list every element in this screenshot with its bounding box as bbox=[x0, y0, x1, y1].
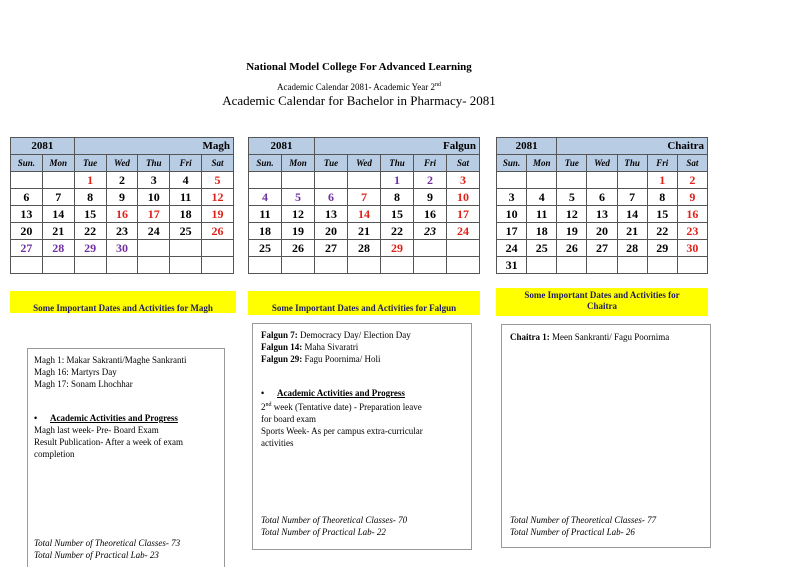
calendar-date: 4 bbox=[527, 189, 557, 206]
calendar-date: 31 bbox=[497, 257, 527, 274]
calendar-date bbox=[249, 172, 282, 189]
calendar-date bbox=[106, 257, 138, 274]
calendar-date: 28 bbox=[42, 240, 74, 257]
calendar-date: 26 bbox=[202, 223, 234, 240]
calendar-date bbox=[447, 257, 480, 274]
falgun-activity-3: activities bbox=[261, 438, 294, 448]
calendar-date: 13 bbox=[315, 206, 348, 223]
calendar-date bbox=[557, 257, 587, 274]
calendar-date bbox=[527, 257, 557, 274]
calendar-date: 20 bbox=[315, 223, 348, 240]
calendar-date: 14 bbox=[348, 206, 381, 223]
calendar-date: 19 bbox=[282, 223, 315, 240]
calendar-date: 16 bbox=[106, 206, 138, 223]
day-name: Thu bbox=[138, 155, 170, 172]
calendar-date: 29 bbox=[647, 240, 677, 257]
day-name: Tue bbox=[74, 155, 106, 172]
calendar-date: 11 bbox=[170, 189, 202, 206]
falgun-activities-heading: • Academic Activities and Progress bbox=[261, 387, 471, 399]
chaitra-practical-total: Total Number of Practical Lab- 26 bbox=[510, 527, 635, 537]
falgun-activity-week: 2nd week (Tentative date) - Preparation leave bbox=[261, 402, 422, 412]
day-name: Sat bbox=[202, 155, 234, 172]
magh-practical-total: Total Number of Practical Lab- 23 bbox=[34, 550, 159, 560]
calendar-date bbox=[282, 257, 315, 274]
calendar-date: 14 bbox=[617, 206, 647, 223]
day-name: Sun. bbox=[497, 155, 527, 172]
calendar-date: 13 bbox=[11, 206, 43, 223]
day-name: Sun. bbox=[249, 155, 282, 172]
calendar-date: 5 bbox=[282, 189, 315, 206]
chaitra-heading: Some Important Dates and Activities for Chaitra bbox=[496, 288, 708, 316]
calendar-date: 2 bbox=[677, 172, 707, 189]
calendar-date: 16 bbox=[677, 206, 707, 223]
calendar-date: 22 bbox=[74, 223, 106, 240]
calendar-date: 24 bbox=[447, 223, 480, 240]
calendar-date: 9 bbox=[106, 189, 138, 206]
calendar-date bbox=[617, 257, 647, 274]
calendar-date: 10 bbox=[497, 206, 527, 223]
calendar-date: 28 bbox=[617, 240, 647, 257]
day-name: Sat bbox=[447, 155, 480, 172]
calendar-year: 2081 bbox=[497, 138, 557, 155]
magh-activity-3: completion bbox=[34, 449, 75, 459]
magh-theory-total: Total Number of Theoretical Classes- 73 bbox=[34, 538, 181, 548]
calendar-date bbox=[447, 240, 480, 257]
calendar-date: 30 bbox=[677, 240, 707, 257]
calendar-date bbox=[677, 257, 707, 274]
calendar-date: 19 bbox=[202, 206, 234, 223]
calendar-date: 7 bbox=[617, 189, 647, 206]
calendar-month: Falgun bbox=[315, 138, 480, 155]
calendar-date: 8 bbox=[74, 189, 106, 206]
falgun-practical-total: Total Number of Practical Lab- 22 bbox=[261, 527, 386, 537]
calendar-date bbox=[414, 240, 447, 257]
calendar-date: 9 bbox=[414, 189, 447, 206]
calendar-date bbox=[282, 172, 315, 189]
calendar-date bbox=[527, 172, 557, 189]
calendar-date: 18 bbox=[527, 223, 557, 240]
calendar-month: Magh bbox=[74, 138, 233, 155]
calendar-date: 20 bbox=[587, 223, 617, 240]
calendar-date: 18 bbox=[170, 206, 202, 223]
falgun-activity-2: Sports Week- As per campus extra-curricular bbox=[261, 426, 423, 436]
day-name: Wed bbox=[348, 155, 381, 172]
calendar-date: 10 bbox=[138, 189, 170, 206]
calendar-date bbox=[202, 257, 234, 274]
calendar-date bbox=[170, 257, 202, 274]
calendar-date: 21 bbox=[42, 223, 74, 240]
calendar-date: 20 bbox=[11, 223, 43, 240]
calendar-date: 25 bbox=[527, 240, 557, 257]
calendar-date bbox=[315, 257, 348, 274]
calendar-date: 9 bbox=[677, 189, 707, 206]
calendar-date bbox=[647, 257, 677, 274]
day-name: Fri bbox=[414, 155, 447, 172]
calendar-date: 24 bbox=[138, 223, 170, 240]
day-name: Mon bbox=[42, 155, 74, 172]
calendar-date: 8 bbox=[647, 189, 677, 206]
calendar-date: 14 bbox=[42, 206, 74, 223]
day-name: Tue bbox=[315, 155, 348, 172]
calendar-date: 15 bbox=[647, 206, 677, 223]
calendar-date: 3 bbox=[138, 172, 170, 189]
calendar-date bbox=[138, 257, 170, 274]
calendar-date: 7 bbox=[348, 189, 381, 206]
chaitra-info-box bbox=[501, 324, 711, 548]
calendar-date bbox=[202, 240, 234, 257]
day-name: Tue bbox=[557, 155, 587, 172]
calendar-date: 4 bbox=[249, 189, 282, 206]
calendar-date bbox=[617, 172, 647, 189]
calendar-date: 23 bbox=[677, 223, 707, 240]
calendar-date bbox=[381, 257, 414, 274]
calendar-date: 17 bbox=[497, 223, 527, 240]
magh-date-1: Magh 1: Makar Sakranti/Maghe Sankranti bbox=[34, 355, 187, 365]
calendar-date: 27 bbox=[587, 240, 617, 257]
magh-activity-2: Result Publication- After a week of exam bbox=[34, 437, 183, 447]
calendar-date: 2 bbox=[106, 172, 138, 189]
calendar-date: 27 bbox=[11, 240, 43, 257]
calendar-date: 30 bbox=[106, 240, 138, 257]
calendar-date: 21 bbox=[617, 223, 647, 240]
calendar-date bbox=[138, 240, 170, 257]
calendar-date bbox=[170, 240, 202, 257]
calendar-date: 27 bbox=[315, 240, 348, 257]
calendar-date: 4 bbox=[170, 172, 202, 189]
calendar-date: 1 bbox=[74, 172, 106, 189]
calendar-title: Academic Calendar for Bachelor in Pharmacy- 2081 bbox=[222, 93, 496, 108]
calendar-date: 3 bbox=[447, 172, 480, 189]
calendar-date bbox=[42, 172, 74, 189]
calendar-date: 11 bbox=[249, 206, 282, 223]
day-name: Sun. bbox=[11, 155, 43, 172]
magh-heading: Some Important Dates and Activities for Magh bbox=[10, 291, 236, 313]
falgun-date-3: Falgun 29: Fagu Poornima/ Holi bbox=[261, 354, 381, 364]
calendar-date bbox=[497, 172, 527, 189]
calendar-date: 15 bbox=[381, 206, 414, 223]
calendar-chaitra bbox=[496, 137, 708, 274]
day-name: Fri bbox=[170, 155, 202, 172]
calendar-date: 12 bbox=[282, 206, 315, 223]
day-name: Thu bbox=[381, 155, 414, 172]
calendar-magh bbox=[10, 137, 234, 274]
calendar-date bbox=[42, 257, 74, 274]
calendar-date: 7 bbox=[42, 189, 74, 206]
calendar-date: 26 bbox=[557, 240, 587, 257]
calendar-date bbox=[11, 172, 43, 189]
calendar-falgun bbox=[248, 137, 480, 274]
calendar-date: 29 bbox=[381, 240, 414, 257]
calendar-date bbox=[414, 257, 447, 274]
falgun-heading: Some Important Dates and Activities for Falgun bbox=[248, 291, 480, 315]
falgun-activity-1: for board exam bbox=[261, 414, 316, 424]
day-name: Wed bbox=[106, 155, 138, 172]
calendar-date: 13 bbox=[587, 206, 617, 223]
calendar-month: Chaitra bbox=[557, 138, 708, 155]
calendar-date: 12 bbox=[557, 206, 587, 223]
calendar-date: 25 bbox=[249, 240, 282, 257]
calendar-date: 22 bbox=[381, 223, 414, 240]
calendar-date: 25 bbox=[170, 223, 202, 240]
calendar-date: 5 bbox=[557, 189, 587, 206]
calendar-date bbox=[348, 172, 381, 189]
calendar-date: 8 bbox=[381, 189, 414, 206]
magh-activity-1: Magh last week- Pre- Board Exam bbox=[34, 425, 159, 435]
calendar-date: 26 bbox=[282, 240, 315, 257]
calendar-date: 6 bbox=[315, 189, 348, 206]
calendar-date bbox=[315, 172, 348, 189]
day-name: Mon bbox=[282, 155, 315, 172]
calendar-date: 1 bbox=[647, 172, 677, 189]
calendar-date: 16 bbox=[414, 206, 447, 223]
calendar-date bbox=[11, 257, 43, 274]
calendar-date: 15 bbox=[74, 206, 106, 223]
calendar-date: 23 bbox=[106, 223, 138, 240]
calendar-date: 2 bbox=[414, 172, 447, 189]
calendar-date: 23 bbox=[414, 223, 447, 240]
calendar-date: 29 bbox=[74, 240, 106, 257]
day-name: Mon bbox=[527, 155, 557, 172]
calendar-date: 19 bbox=[557, 223, 587, 240]
calendar-date bbox=[249, 257, 282, 274]
calendar-date: 11 bbox=[527, 206, 557, 223]
calendar-date bbox=[348, 257, 381, 274]
magh-info-box bbox=[27, 348, 225, 567]
magh-activities-heading: • Academic Activities and Progress bbox=[34, 412, 224, 424]
calendar-date: 18 bbox=[249, 223, 282, 240]
chaitra-theory-total: Total Number of Theoretical Classes- 77 bbox=[510, 515, 657, 525]
calendar-year: 2081 bbox=[249, 138, 315, 155]
day-name: Fri bbox=[647, 155, 677, 172]
calendar-date: 3 bbox=[497, 189, 527, 206]
chaitra-date-1: Chaitra 1: Meen Sankranti/ Fagu Poornima bbox=[510, 332, 670, 342]
calendar-date: 1 bbox=[381, 172, 414, 189]
day-name: Wed bbox=[587, 155, 617, 172]
calendar-date: 12 bbox=[202, 189, 234, 206]
day-name: Thu bbox=[617, 155, 647, 172]
calendar-date: 10 bbox=[447, 189, 480, 206]
falgun-info-box bbox=[252, 323, 472, 550]
academic-year-subtitle: Academic Calendar 2081- Academic Year 2nd bbox=[277, 82, 441, 92]
calendar-date: 17 bbox=[447, 206, 480, 223]
calendar-date: 28 bbox=[348, 240, 381, 257]
falgun-theory-total: Total Number of Theoretical Classes- 70 bbox=[261, 515, 408, 525]
calendar-date: 6 bbox=[587, 189, 617, 206]
calendar-date: 24 bbox=[497, 240, 527, 257]
college-name: National Model College For Advanced Learning bbox=[246, 61, 472, 73]
falgun-date-1: Falgun 7: Democracy Day/ Election Day bbox=[261, 330, 411, 340]
calendar-date: 21 bbox=[348, 223, 381, 240]
day-name: Sat bbox=[677, 155, 707, 172]
calendar-date bbox=[587, 257, 617, 274]
falgun-date-2: Falgun 14: Maha Sivaratri bbox=[261, 342, 359, 352]
calendar-date: 22 bbox=[647, 223, 677, 240]
calendar-date bbox=[557, 172, 587, 189]
magh-date-2: Magh 16: Martyrs Day bbox=[34, 367, 117, 377]
calendar-date bbox=[587, 172, 617, 189]
calendar-date bbox=[74, 257, 106, 274]
calendar-date: 6 bbox=[11, 189, 43, 206]
magh-date-3: Magh 17: Sonam Lhochhar bbox=[34, 379, 133, 389]
calendar-date: 17 bbox=[138, 206, 170, 223]
calendar-year: 2081 bbox=[11, 138, 75, 155]
calendar-date: 5 bbox=[202, 172, 234, 189]
